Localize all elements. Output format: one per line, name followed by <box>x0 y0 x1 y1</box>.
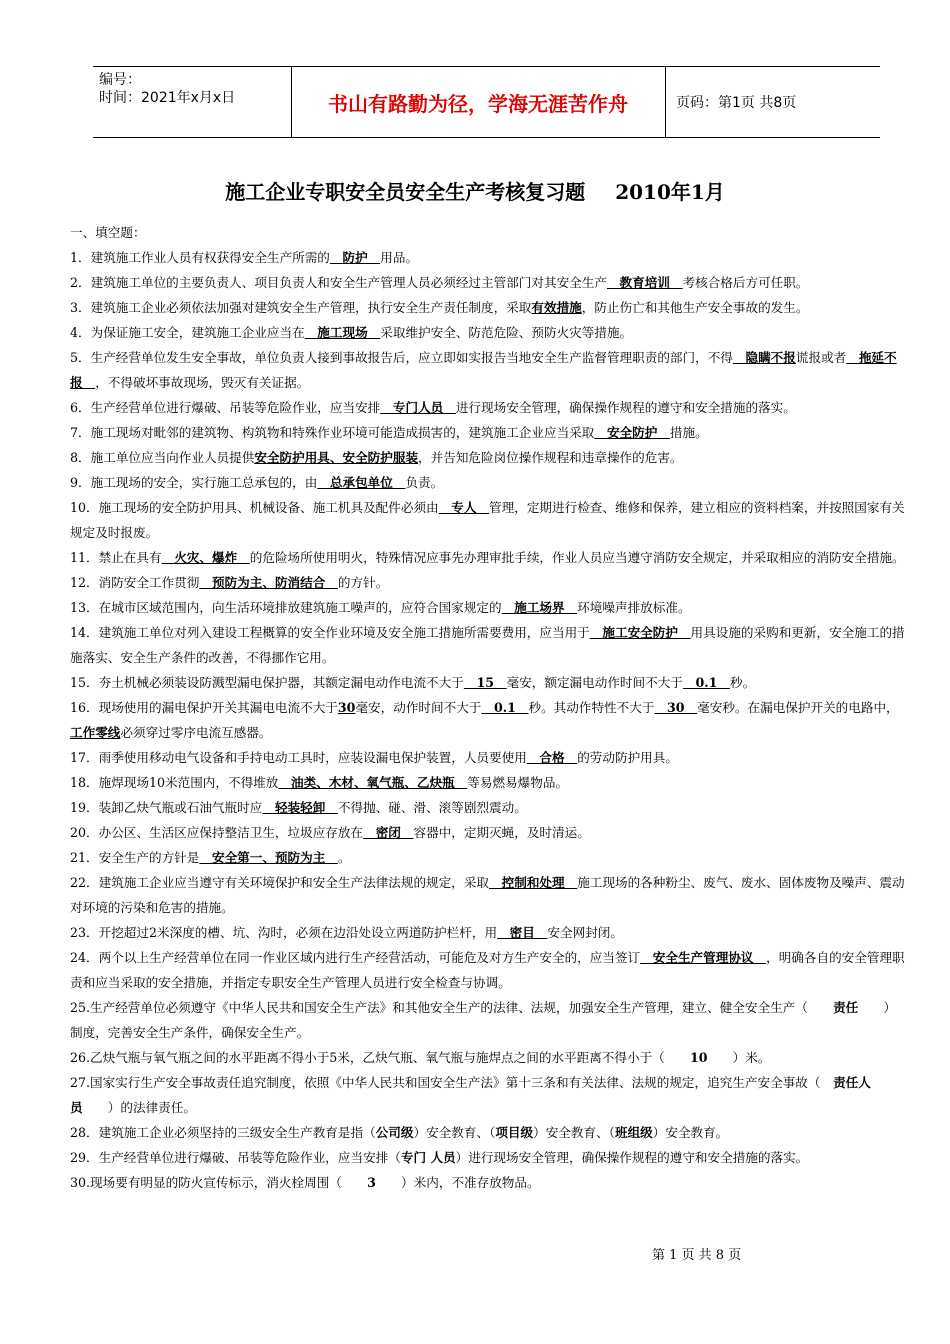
time-label: 时间：2021年x月x日 <box>99 90 236 106</box>
answer: 拖延不报 <box>70 350 897 390</box>
answer: 施工安全防护 <box>589 625 691 640</box>
question-item: 25.生产经营单位必须遵守《中华人民共和国安全生产法》和其他安全生产的法律、法规，加强安全生产管理，建立、健全安全生产（ 责任 ）制度，完善安全生产条件，确保安全生产。 <box>70 1000 897 1040</box>
title-date: 2010年1月 <box>615 180 725 204</box>
answer: 0.1 <box>481 700 529 715</box>
question-item: 13．在城市区域范围内，向生活环境排放建筑施工噪声的，应符合国家规定的 施工场界 环境噪声排放标准。 <box>70 600 691 615</box>
number-label: 编号： <box>99 72 141 88</box>
answer: 班组级 <box>614 1125 653 1140</box>
answer: 控制和处理 <box>489 875 578 890</box>
answer: 30 <box>654 700 698 715</box>
answer: 有效措施 <box>531 300 582 315</box>
answer: 隐瞒不报 <box>732 350 796 365</box>
answer: 密闭 <box>363 825 414 840</box>
answer: 预防为主、防消结合 <box>199 575 338 590</box>
answer: 公司级 <box>375 1125 414 1140</box>
answer: 轻装轻卸 <box>262 800 338 815</box>
answer: 总承包单位 <box>317 475 406 490</box>
question-item: 22．建筑施工企业应当遵守有关环境保护和安全生产法律法规的规定，采取 控制和处理 施工现场的各种粉尘、废气、废水、固体废物及噪声、震动对环境的污染和危害的措施。 <box>70 875 905 915</box>
section-heading: 一、填空题： <box>70 225 146 240</box>
question-item: 8．施工单位应当向作业人员提供安全防护用具、安全防护服装，并告知危险岗位操作规程和违章操作的危害。 <box>70 450 683 465</box>
question-item: 3．建筑施工企业必须依法加强对建筑安全生产管理，执行安全生产责任制度，采取有效措施，防止伤亡和其他生产安全事故的发生。 <box>70 300 809 315</box>
question-item: 26.乙炔气瓶与氧气瓶之间的水平距离不得小于5米，乙炔气瓶、氧气瓶与施焊点之间的水平距离不得小于（ 10 ）米。 <box>70 1050 771 1065</box>
question-item: 17．雨季使用移动电气设备和手持电动工具时，应装设漏电保护装置，人员要使用 合格 的劳动防护用具。 <box>70 750 678 765</box>
answer: 责任人员 <box>70 1075 871 1115</box>
question-item: 2．建筑施工单位的主要负责人、项目负责人和安全生产管理人员必须经过主管部门对其安全生产 教育培训 考核合格后方可任职。 <box>70 275 809 290</box>
question-list <box>70 220 905 1195</box>
answer: 安全第一、预防为主 <box>199 850 338 865</box>
answer: 0.1 <box>682 675 730 690</box>
question-item: 21．安全生产的方针是 安全第一、预防为主 。 <box>70 850 351 865</box>
answer: 专门 人员 <box>400 1150 456 1165</box>
question-item: 12．消防安全工作贯彻 预防为主、防消结合 的方针。 <box>70 575 389 590</box>
question-item: 19．装卸乙炔气瓶或石油气瓶时应 轻装轻卸 不得抛、碰、滑、滚等剧烈震动。 <box>70 800 527 815</box>
answer: 合格 <box>526 750 578 765</box>
question-item: 28．建筑施工企业必须坚持的三级安全生产教育是指（公司级）安全教育、（项目级）安全教育、（班组级）安全教育。 <box>70 1125 729 1140</box>
answer: 安全生产管理协议 <box>640 950 767 965</box>
question-item: 7．施工现场对毗邻的建筑物、构筑物和特殊作业环境可能造成损害的，建筑施工企业应当采取 安全防护 措施。 <box>70 425 708 440</box>
question-item: 16．现场使用的漏电保护开关其漏电电流不大于30毫安，动作时间不大于 0.1 秒。其动作特性不大于 30 毫安秒。在漏电保护开关的电路中，工作零线必须穿过零序电流互感器。 <box>70 700 899 740</box>
answer: 责任 <box>833 1000 859 1015</box>
answer: 安全防护用具、安全防护服装 <box>254 450 419 465</box>
answer: 3 <box>367 1175 376 1190</box>
header-meta <box>93 67 291 137</box>
answer: 密目 <box>497 925 548 940</box>
question-item: 30.现场要有明显的防火宣传标示，消火栓周围（ 3 ）米内，不准存放物品。 <box>70 1175 540 1190</box>
question-item: 24．两个以上生产经营单位在同一作业区域内进行生产经营活动，可能危及对方生产安全的，应当签订 安全生产管理协议 ，明确各自的安全管理职责和应当采取的安全措施，并指定专职安全生产管理人员进行安全检查与协调。 <box>70 950 905 990</box>
answer: 工作零线 <box>70 725 121 740</box>
question-item: 27.国家实行生产安全事故责任追究制度，依照《中华人民共和国安全生产法》第十三条和有关法律、法规的规定，追究生产安全事故（ 责任人员 ）的法律责任。 <box>70 1075 871 1115</box>
question-item: 20．办公区、生活区应保持整洁卫生，垃圾应存放在 密闭 容器中，定期灭蝇，及时清运。 <box>70 825 590 840</box>
answer: 项目级 <box>495 1125 534 1140</box>
answer: 油类、木材、氧气瓶、乙炔瓶 <box>278 775 468 790</box>
question-item: 11．禁止在具有 火灾、爆炸 的危险场所使用明火，特殊情况应事先办理审批手续，作业人员应当遵守消防安全规定，并采取相应的消防安全措施。 <box>70 550 905 565</box>
question-item: 5．生产经营单位发生安全事故，单位负责人接到事故报告后，应立即如实报告当地安全生产监督管理职责的部门，不得 隐瞒不报谎报或者 拖延不报 ，不得破坏事故现场，毁灭有关证据。 <box>70 350 897 390</box>
answer: 15 <box>463 675 507 690</box>
question-item: 18．施焊现场10米范围内，不得堆放 油类、木材、氧气瓶、乙炔瓶 等易燃易爆物品。 <box>70 775 569 790</box>
answer: 30 <box>337 700 356 715</box>
answer: 教育培训 <box>606 275 683 290</box>
answer: 专门人员 <box>380 400 456 415</box>
question-item: 9．施工现场的安全，实行施工总承包的，由 总承包单位 负责。 <box>70 475 444 490</box>
answer: 安全防护 <box>594 425 670 440</box>
page-title <box>0 176 950 205</box>
answer: 专人 <box>438 500 490 515</box>
answer: 防护 <box>329 250 381 265</box>
question-item: 6．生产经营单位进行爆破、吊装等危险作业，应当安排 专门人员 进行现场安全管理，确保操作规程的遵守和安全措施的落实。 <box>70 400 796 415</box>
header-slogan: 书山有路勤为径，学海无涯苦作舟 <box>328 91 628 116</box>
question-item: 10．施工现场的安全防护用具、机械设备、施工机具及配件必须由 专人 管理，定期进行检查、维修和保养，建立相应的资料档案，并按照国家有关规定及时报废。 <box>70 500 905 540</box>
answer: 施工现场 <box>304 325 381 340</box>
document-header <box>93 66 880 138</box>
question-item: 23．开挖超过2米深度的槽、坑、沟时，必须在边沿处设立两道防护栏杆，用 密目 安全网封闭。 <box>70 925 623 940</box>
answer: 施工场界 <box>501 600 578 615</box>
title-main: 施工企业专职安全员安全生产考核复习题 <box>225 180 586 204</box>
question-item: 15．夯土机械必须装设防溅型漏电保护器，其额定漏电动作电流不大于 15 毫安，额定漏电动作时间不大于 0.1 秒。 <box>70 675 756 690</box>
question-item: 4．为保证施工安全，建筑施工企业应当在 施工现场 采取维护安全、防范危险、预防火灾等措施。 <box>70 325 633 340</box>
answer: 10 <box>689 1050 708 1065</box>
header-page-info: 页码：第1页 共8页 <box>676 95 797 111</box>
question-item: 14．建筑施工单位对列入建设工程概算的安全作业环境及安全施工措施所需要费用，应当用于 施工安全防护 用具设施的采购和更新，安全施工的措施落实、安全生产条件的改善，不得挪作它用。 <box>70 625 905 665</box>
page-footer: 第 1 页 共 8 页 <box>652 1248 742 1263</box>
answer: 火灾、爆炸 <box>161 550 250 565</box>
question-item: 29．生产经营单位进行爆破、吊装等危险作业，应当安排（专门 人员）进行现场安全管理，确保操作规程的遵守和安全措施的落实。 <box>70 1150 809 1165</box>
question-item: 1．建筑施工作业人员有权获得安全生产所需的 防护 用品。 <box>70 250 419 265</box>
